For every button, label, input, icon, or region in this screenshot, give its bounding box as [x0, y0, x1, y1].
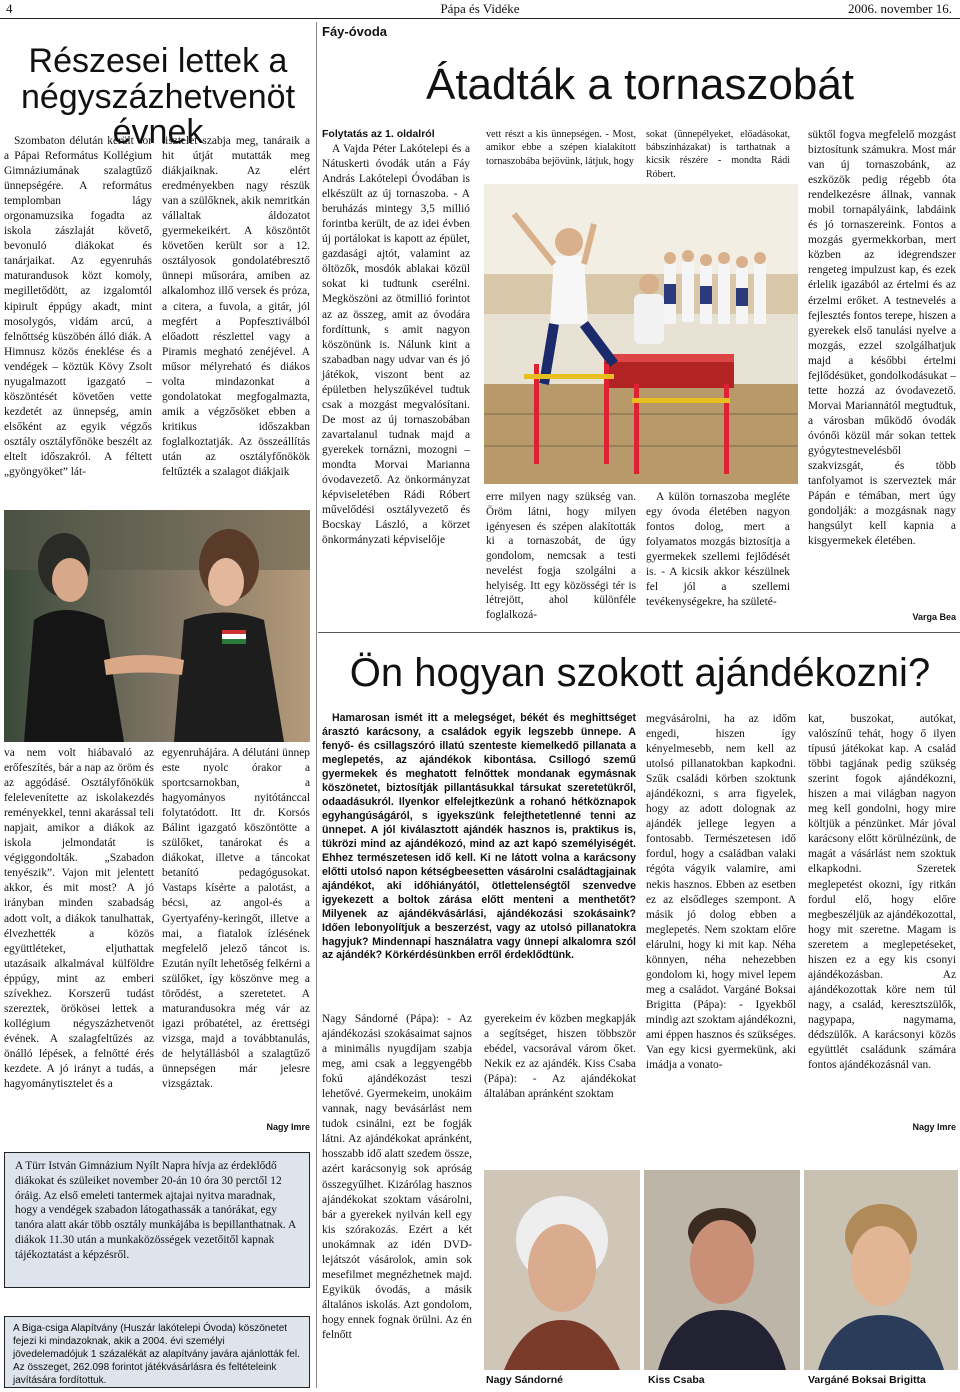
- open-day-notice: A Türr István Gimnázium Nyílt Napra hívja az érdeklődő diákokat és szüleiket november 20-án 10 óra 30 perctől 12 óráig. Az első emeleti tantermek ajtajai nyitva maradnak, hogy a vendégek szabadon látogathassák a tanórákat, egy tanóra alatt akár több osztály munkájába is bepillanthatnak. A diákok 11.30 után a munkaközösségek vezetőitől kapnak tájékoztatást a képzésről.: [4, 1152, 310, 1288]
- top-right-headline: Átadták a tornaszobát: [425, 60, 855, 109]
- tr-col3b: A külön tornaszoba megléte egy óvoda életében nagyon fontos dolog, mert a folyamatos mozgás biztosítja a gyermekek szellemi fejlődését is. - A kicsik akkor készülnek fel jól a szellemi tevékenységekre, ha születé-: [646, 491, 790, 609]
- left-article-col3: va nem volt hiábavaló az erőfeszítés, bár a nap az öröm és az aggódásé. Osztályfőnökük felelevenítette az iskolakezdés reményekkel, tenni akarással teli napjait, amikor a diákok az iskola jelmondatát is végiggondolták. „Szabadon tenyészik”. Vajon mit jelentett akkor, és mit most? A jó irányban minden szabadság adott volt, a diákok tanulhattak, élvezhették a közös együttléteket, eljuthattak utazásaik alkalmával külföldre éppúgy, mint az emberi szívekhez. Korszerű tudást szereztek, örökösei lettek a kollégium négyszázhetvenöt évének. A szalagfeltűzés az önálló lépések, a felnőtté érés kezdete. A jó irányt a tudás, a hagyománytisztelet és a: [4, 747, 154, 1091]
- tr-col1: A Vajda Péter Lakótelepi és a Nátuskerti óvodák után a Fáy András Lakótelepi Óvodában is elkészült az új tornaszoba. - A beruházás mintegy 3,5 millió forintba került, de az idei évben új portálokat is kapott az épület, gazdasági ajtót, valamint az öltözők, mosdók ablakai közül sokat ki tudtunk cserélni. Megköszöni az ötmillió forintot az az összeg, amit az óvodára fordíttunk, s amit nagyon köszönünk is. Nálunk kint a szabadban nagy udvar van és jó játékok, viszont bent az épületben helyszűkével tudtuk csak a mozgást megvalósítani. De most az új tornaszobában zavartalanul tudnak majd a gyerekek tornázni, mozogni – mondta Morvai Marianna óvodavezető. Az önkormányzat képviseletében Rádi Róbert művelődési osztályvezető és Bocskay László, a körzet önkormányzati képviselője: [322, 143, 470, 547]
- left-byline: Nagy Imre: [266, 1122, 310, 1132]
- caption-vargane: Vargáné Boksai Brigitta: [808, 1374, 926, 1386]
- section-label: Fáy-óvoda: [322, 24, 388, 39]
- tr-col3a: sokat (ünnepélyeket, előadásokat, bábszínházakat) is tarthatnak a kicsik részére - mondta Rádi Róbert.: [646, 129, 790, 180]
- foundation-note: A Biga-csiga Alapítvány (Huszár lakótelepi Óvoda) köszönetet fejezi ki mindazoknak, akik a 2004. évi személyi jövedelemadójuk 1 százalékát az alapítvány javára ajánlották fel. Az összeget, 262.098 forintot játékvásárlásra és feltételeink javítására fordítottuk.: [4, 1316, 310, 1388]
- left-article-col2: tisztelet szabja meg, tanáraik a hit útját mutatták meg diákjaiknak. Az elért eredményekben nagy részük van a szülőknek, akik nemritkán vállaltak áldozatot gyermekeikért. A köszöntőt követően került sor a 12. osztályosok gondolatébresztő ünnepi műsorára, amiben az alkalomhoz illő versek és próza, a citera, a fuvola, a gitár, jól megfért a Popfesztiválból előadott részlettel vagy a Piramis megható zenéjével. A műsor mélyreható és diákos volta mindazonkat a gondolatokat megfogalmazta, amik a végzősöket ebben a kritikus időszakban foglalkoztatják. Az összeállítás után az osztályfőnökök feltűzték a szalagot diákjaik: [162, 135, 310, 479]
- gift-col3: megvásárolni, ha az időm engedi, hiszen így kényelmesebb, nem kell az utolsó pillanatokban kapkodni. Szűk családi körben szoktunk ajándékozni, s arra figyelek, hogy az adott dolognak az ajándék jellege legyen a fontosabb. Természetesen idő fordul, hogy a családban valaki régóta vágyik valamire, ami nekis hasznos. Ebben az esetben ez az elsődleges szempont. A másik jó dolog ebben a meglepetés. Nem szoktam előre elárulni, hogy ki mit kap. Néha könnyen, néha nehezebben gondolom ki, hogy mivel lepem meg a családot. Vargáné Boksai Brigitta (Pápa): - Igyekből mindig azt szoktam ajándékozni, ami éppen hasznos és szükséges. Van egy kicsi gyermekünk, aki imádja a vonato-: [646, 713, 796, 1072]
- headline-line2: négyszázhetvenöt évnek: [20, 77, 296, 152]
- portrait-nagy-sandorne: [484, 1170, 640, 1370]
- tr-col2b: erre milyen nagy szükség van. Öröm látni, hogy milyen igényesen és szépen alakították ki a tornaszobát, de úgy gondolom, nemcsak a testi nevelést fogja szolgálni a helyiség. Itt egy közösségi tér is létrejött, ahol különféle foglalkozá-: [486, 491, 636, 622]
- left-article-col4: egyenruhájára. A délutáni ünnep este nyolc órakor a sportcsarnokban, a hagyományos nyitótánccal folytatódott. Itt dr. Korsós Bálint igazgató köszöntötte a szülőket, tanárokat és a diákokat, illetve a táncokat betanító pedagógusokat. Vastaps kísérte a palotást, a bécsi, az angol-és a Gyertyafény-keringőt, illetve a mai, a fiatalok ízlésének megfelelő jelező táncot is. Ezután nyílt lehetőség felkérni a szülőket, így köszönve meg a törődést, a szeretetet. A maturandusokra még vár az igazi próbatétel, az érettségi vizsga, majd a továbbtanulás, de helytállásból a szalagtűző ünnepségen már jelesre vizsgáztak.: [162, 747, 310, 1091]
- issue-date: 2006. november 16.: [848, 1, 952, 16]
- tr-col4: süktől fogva megfelelő mozgást biztosítunk számukra. Most már van új tornaszobánk, az eszközök pedig régebb óta rendelkezésre állnak, vannak mobil tornapályáink, labdáink és jó tornaszereink. Fontos a mozgás gyermekkorban, mert közben az idegrendszer rengeteg impulzust kap, és ezek érlelik igazából az értelmi és az érzelmi erőket. A testnevelés a fejlesztés fontos terepe, hiszen a gyerekek első tanulási nyelve a mozgás, ezzel szolgálhatjuk majd a későbbi értelmi fejlődésüket, gondolkodásukat – tette hozzá az óvodavezető. Morvai Mariannától megtudtuk, a városban működő óvodák óvónői közül már sokan tettek gyógytestnevelésből szakvizsgát, és több tanfolyamot is szerveztek már Pápán e témában, mert úgy gondolják: a mozgásnak nagy hangsúlyt kell kapnia a kisgyermekek életében.: [808, 129, 956, 548]
- section-rule: [318, 632, 960, 633]
- page-number: 4: [6, 1, 13, 16]
- gift-col2: gyerekeim év közben megkapják a segítséget, hiszen többször ebédel, vacsorával várom őket. Nekik ez az ajándék. Kiss Csaba (Pápa): - Az ajándékokat általában apránként szoktam: [484, 1013, 636, 1101]
- portrait-vargane: [804, 1170, 958, 1370]
- portrait-kiss-csaba: [644, 1170, 800, 1370]
- continued-note: Folytatás az 1. oldalról: [322, 128, 435, 140]
- page-header: [0, 0, 960, 18]
- caption-nagy-sandorne: Nagy Sándorné: [486, 1374, 564, 1386]
- left-article-col1: Szombaton délután került sor a Pápai Református Kollégium Gimnáziumának szalagtűző ünnepségére. A református templomban lágy orgonamuzsika fogadta az iskola zászlaját követő, bevonuló diákokat és tanárjaikat. Az egyenruhás maturandusok közt komoly, megilletődött, az izgalomtól kipirult éppúgy akadt, mint mosolygós, vidám arcú, a felnőttség küszöbén álló diák. A Himnusz közös éneklése és a vendégek – köztük Kövy Zsolt nyugalmazott igazgató – köszöntését követően vette kezdetét az ünnepség, amin elsőként az egyik végzős osztály osztályfőnöke beszélt az eltelt időszakról. A féltett „gyöngyöket” lát-: [4, 135, 152, 479]
- tr-col2a: vett részt a kis ünnepségen. - Most, amikor ebbe a szépen kialakított tornaszobába bejövünk, látjuk, hogy: [486, 129, 636, 167]
- graduation-photo: [4, 510, 310, 742]
- headline-line1: Részesei lettek a: [28, 42, 288, 80]
- header-rule: [0, 18, 960, 19]
- tr-byline: Varga Bea: [912, 612, 956, 622]
- gym-photo: [484, 184, 798, 484]
- column-divider: [316, 22, 317, 1388]
- caption-kiss-csaba: Kiss Csaba: [648, 1374, 705, 1386]
- gift-lead: Hamarosan ismét itt a melegséget, békét és meghittséget árasztó karácsony, a családok egyik legszebb ünnepe. A fenyő- és csillagszóró illatú szenteste kiemelkedő pillanata a meglepetés, az ajándékok kibontása. Csillogó szemű gyermekek és meghatott felnőttek mondanak egymásnak köszönetet, biztosítják pillantásukkal társukat szeretetükről, odaadásukról. Ilyenkor elfelejtkezünk a rohanó hétköznapok egyhangúságáról, s igyekszünk felejthetetlenné tenni az ünnepet. A jól kiválasztott ajándék hasznos is, praktikus is, tükrözi mind az ajándékozó, mind az azt kapó személyiségét. Ehhez természetesen idő kell. Ki ne látott volna a karácsony előtti utolsó napon kétségbeesetten vásárolni családtagjainak ajándékot, aki időhiányától, ötlettelenségtől szenvedve igyekezett a boltok zárása előtt menteni a menthetőt? Milyenek az ajándékvásárlási, ajándékozási szokásaink? Idően lebonyolítjuk a beszerzést, vagy az utolsó pillanatokra hagyjuk? Mindennapi használatra vagy ünnepi alkalomra szól az ajándék? Körkérdésünkben erről érdeklődtünk.: [322, 712, 636, 962]
- publication-title: Pápa és Vidéke: [440, 1, 520, 16]
- gift-col4: kat, buszokat, autókat, valószínű tehát, hogy ő ilyen típusú játékokat kap. A család többi tagjának pedig szükség szerint fogok ajándékozni, hiszen a mai világban nagyon meg kell gondolni, hogy mire költjük a pénzünket. Már jóval karácsony előtt körülnézünk, de magát a vásárlást nem szoktuk elkapkodni. Szeretek meglepetést okozni, így ritkán fordul elő, hogy előre megbeszéljük az ajándékozottal, hogy mit szeretne. Magam is szeretem a meglepetéseket, hiszen ez a egy kis csonyi ajándékozásban. Az ajándékozottak köre nem túl nagy, a család, keresztszülők, nagypapa, nagymama, dédszülők. A karácsonyi közös együttlét családunk számára fontos ajándékozásnál van.: [808, 713, 956, 1072]
- gift-col1: Nagy Sándorné (Pápa): - Az ajándékozási szokásaimat sajnos a minimális nyugdíjam szabja meg, ami csak a leggyengébb fokú ajándékozást teszi lehetővé. Gyermekeim, unokáim vannak, nagy bevásárlást nem tudok csinálni, ezt be fogják látni. Az ajándékokat apránként, hosszabb idő alatt szedem össze, azért karácsonyig sok apróság összegyűlhet. Kizárólag hasznos ajándékokat szoktam vásárolni, bár a gyerekek nyilván kell egy kis szórakozás. Ezért a két unokámnak az idén DVD-lejátszót vásárolok, amin sok mesefilmet megnézhetnek majd. Egyikük óvodás, a másik általános iskolás. Azt gondolom, hogy ennek fognak örülni. Az én felnőtt: [322, 1013, 472, 1341]
- gift-headline: Ön hogyan szokott ajándékozni?: [349, 651, 931, 695]
- gift-byline: Nagy Imre: [912, 1122, 956, 1132]
